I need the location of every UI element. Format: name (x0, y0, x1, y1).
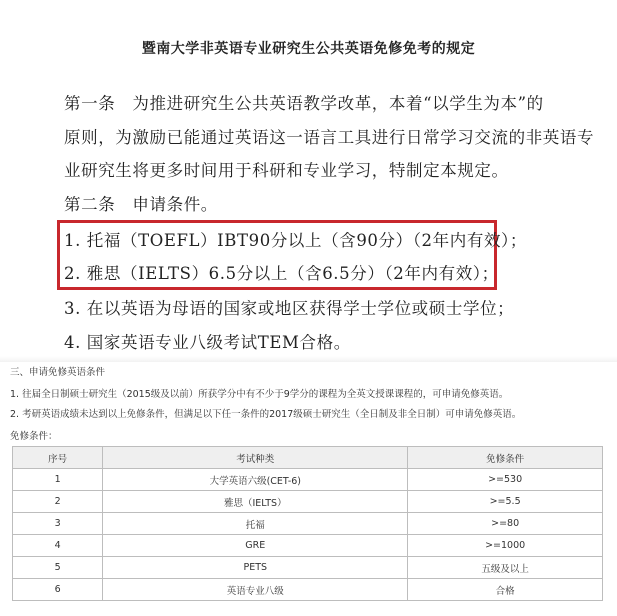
table-row (13, 557, 603, 579)
row-condition: 五级及以上 (408, 557, 603, 579)
row-number: 4 (13, 535, 103, 557)
document-title: 暨南大学非英语专业研究生公共英语免修免考的规定 (141, 41, 476, 57)
condition-4: 4. 国家英语专业八级考试TEM合格。 (64, 333, 351, 352)
row-number: 5 (13, 557, 103, 579)
table-row (13, 535, 603, 557)
rule-2: 2. 考研英语成绩未达到以上免修条件，但满足以下任一条件的2017级硕士研究生（全日制及非全日制）可申请免修英语。 (10, 409, 522, 420)
row-condition: >=1000 (408, 535, 603, 557)
condition-1: 1. 托福（TOEFL）IBT90分以上（含90分）（2年内有效）； (64, 231, 528, 250)
row-number: 2 (13, 491, 103, 513)
exemption-table (12, 446, 603, 601)
table-row (13, 513, 603, 535)
table-header-row (13, 447, 603, 469)
row-exam-type: 托福 (103, 513, 408, 535)
row-condition: >=5.5 (408, 491, 603, 513)
row-exam-type: 大学英语六级(CET-6) (103, 469, 408, 491)
article1-line2: 原则，为激励已能通过英语这一语言工具进行日常学习交流的非英语专 (64, 128, 595, 147)
row-number: 1 (13, 469, 103, 491)
section-title: 三、申请免修英语条件 (10, 367, 106, 378)
condition-3: 3. 在以英语为母语的国家或地区获得学士学位或硕士学位； (64, 299, 515, 318)
row-number: 3 (13, 513, 103, 535)
row-number: 6 (13, 579, 103, 601)
article1-line1: 第一条 为推进研究生公共英语教学改革，本着“以学生为本”的 (64, 94, 544, 113)
regulation-document-bottom (0, 362, 617, 616)
row-condition: 合格 (408, 579, 603, 601)
rule-1: 1. 往届全日制硕士研究生（2015级及以前）所获学分中有不少于9学分的课程为全英文授课课程的，可申请免修英语。 (10, 389, 509, 400)
row-exam-type: 雅思（IELTS） (103, 491, 408, 513)
article1-line3: 业研究生将更多时间用于科研和专业学习，特制定本规定。 (64, 161, 509, 180)
exempt-label: 免修条件： (10, 431, 58, 442)
row-exam-type: 英语专业八级 (103, 579, 408, 601)
table-row (13, 469, 603, 491)
condition-2: 2. 雅思（IELTS）6.5分以上（含6.5分）（2年内有效）； (64, 264, 499, 283)
row-condition: >=530 (408, 469, 603, 491)
header-exempt-condition: 免修条件 (408, 447, 603, 469)
row-exam-type: GRE (103, 535, 408, 557)
header-exam-type: 考试种类 (103, 447, 408, 469)
row-condition: >=80 (408, 513, 603, 535)
row-exam-type: PETS (103, 557, 408, 579)
table-row (13, 579, 603, 601)
article2-heading: 第二条 申请条件。 (64, 195, 218, 214)
table-row (13, 491, 603, 513)
header-number: 序号 (13, 447, 103, 469)
